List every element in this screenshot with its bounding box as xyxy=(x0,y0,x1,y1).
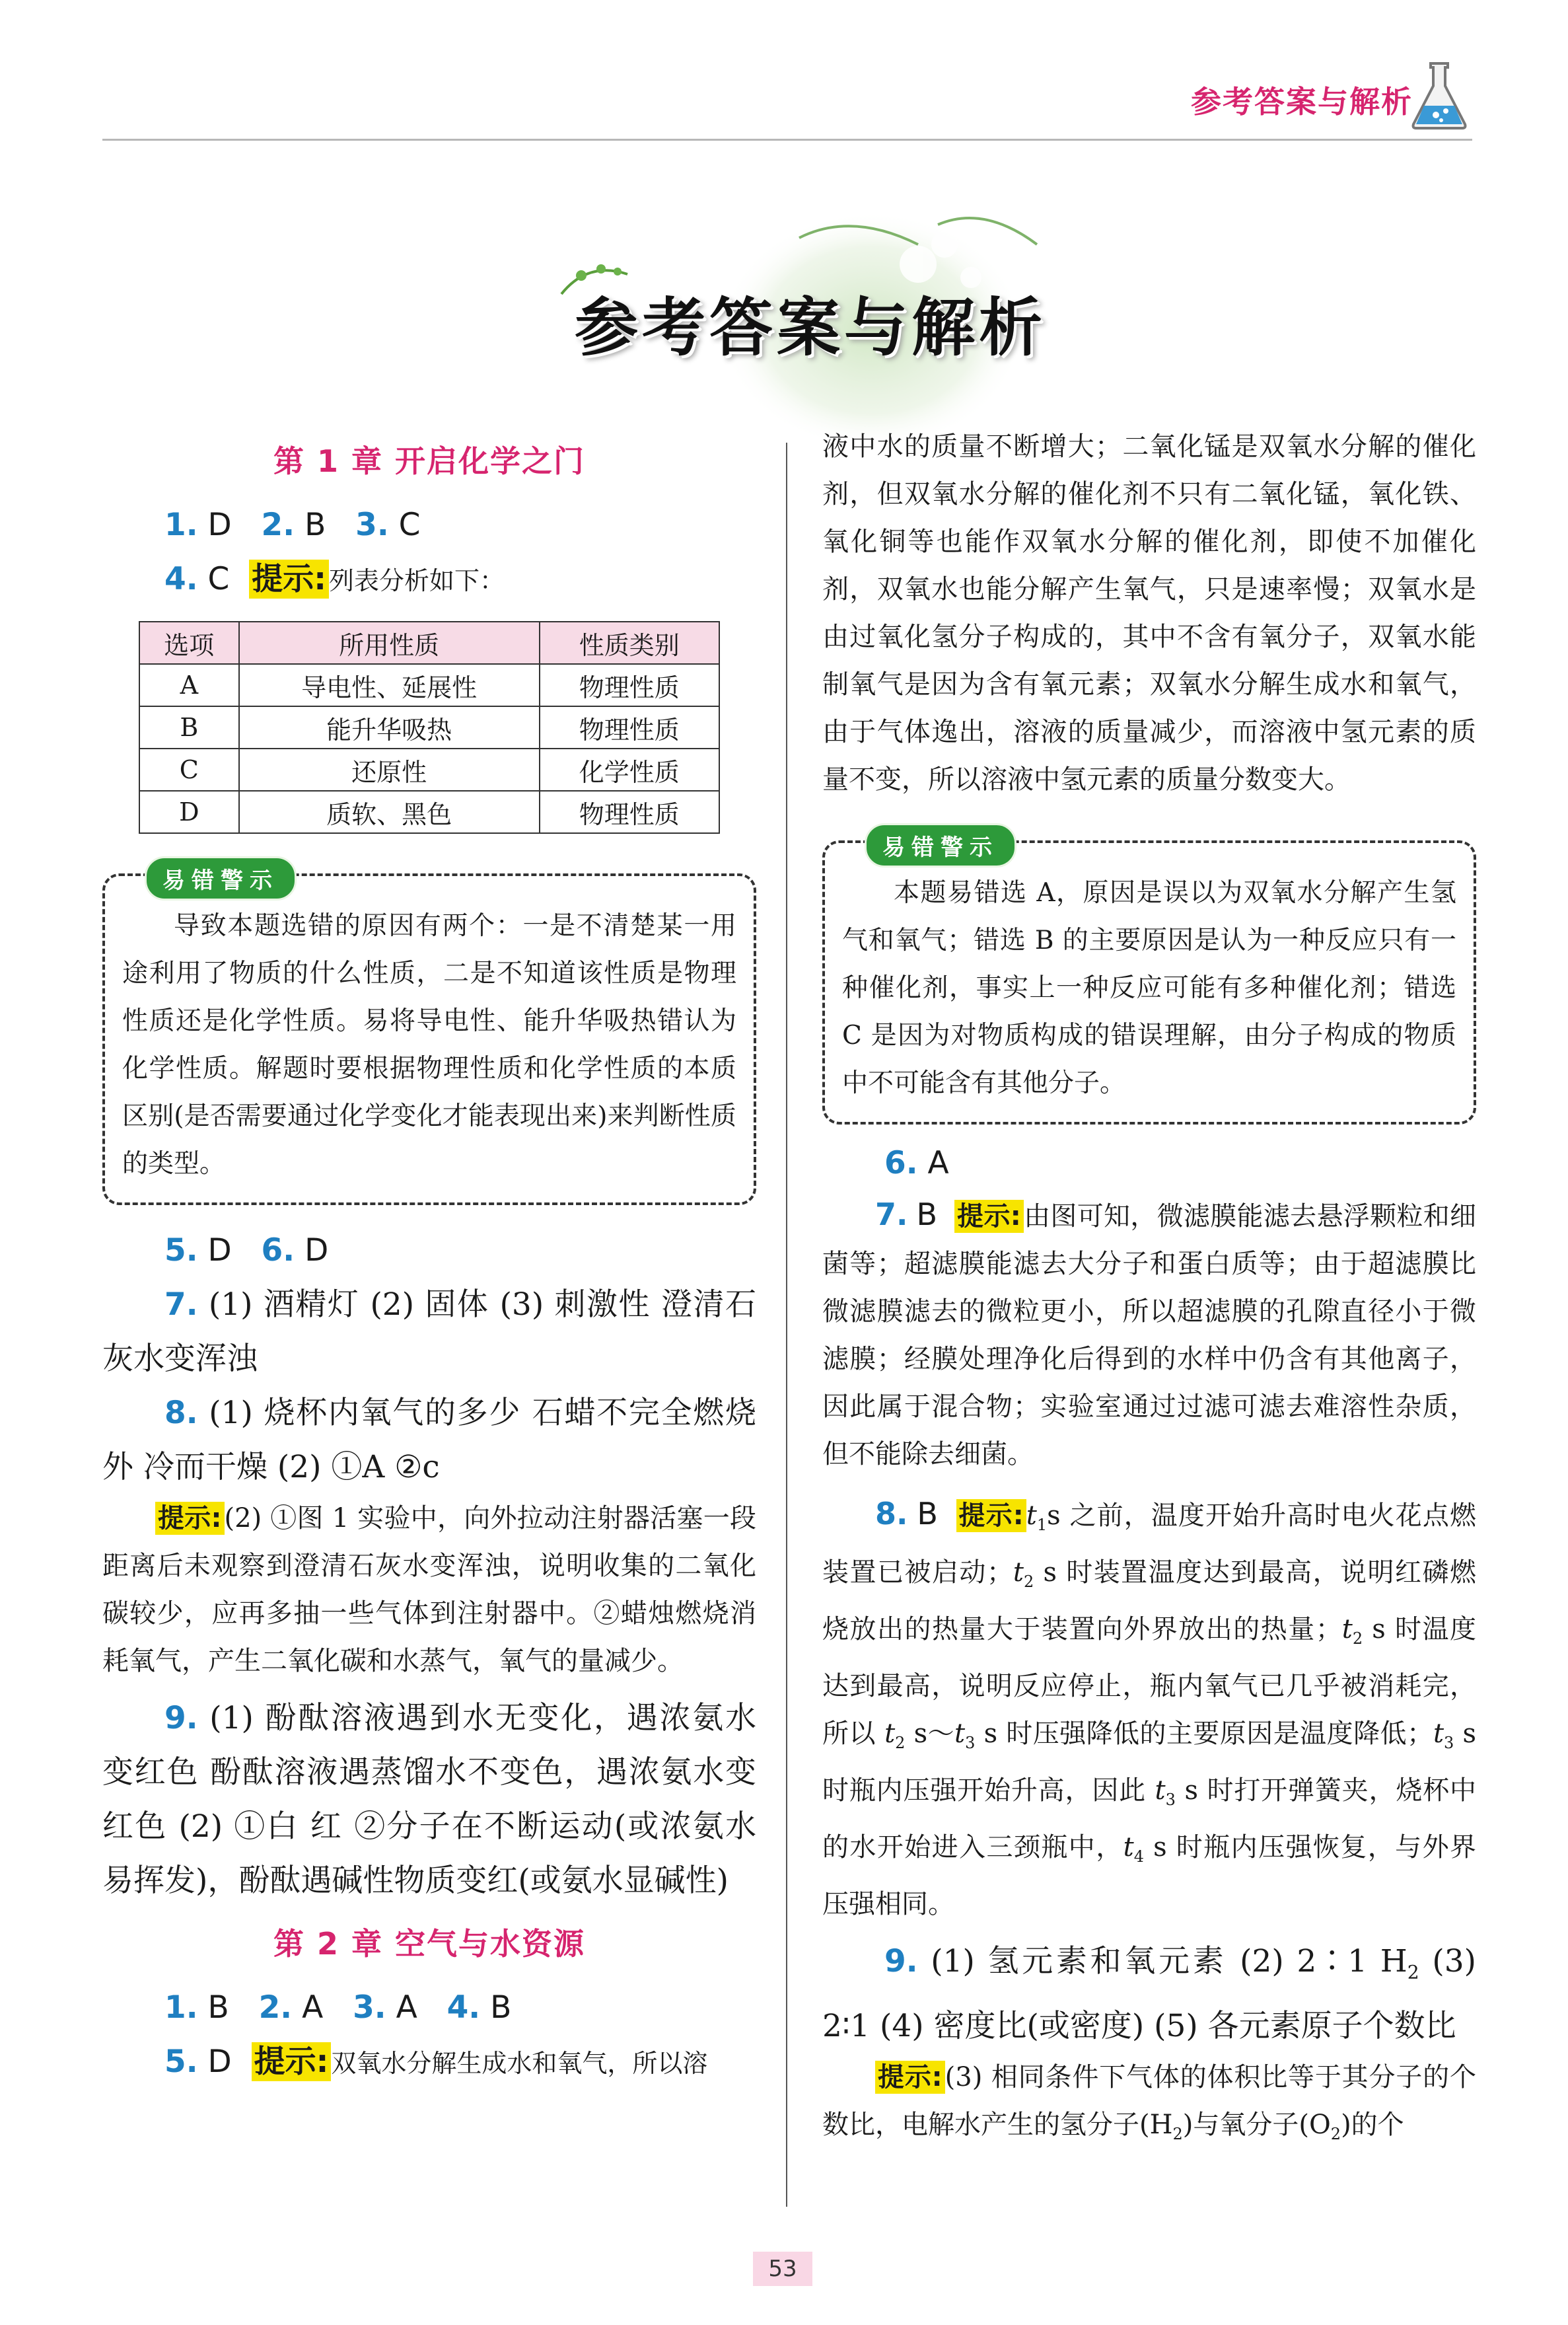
table-row: A 导电性、延展性 物理性质 xyxy=(139,664,719,706)
table-row: C 还原性 化学性质 xyxy=(139,749,719,791)
header-rule xyxy=(102,139,1472,141)
error-warning-box-2 xyxy=(822,834,1476,1125)
answer-8: 8. (1) 烧杯内氧气的多少 石蜡不完全燃烧 外 冷而干燥 (2) ①A ②c xyxy=(102,1395,756,1485)
chapter-2-answer-5: 5. D 提示: 双氧水分解生成水和氧气，所以溶 xyxy=(164,2044,708,2080)
header-title: 参考答案与解析 xyxy=(1191,84,1413,120)
answer-8-hint: 提示: (2) ①图 1 实验中，向外拉动注射器活塞一段距离后未观察到澄清石灰水变浑浊，说明收集的二氧化碳较少，应再多抽一些气体到注射器中。②蜡烛燃烧消耗氧气，产生二氧化碳和水蒸气，氧气的量减少。 xyxy=(102,1503,756,1676)
table-row: B 能升华吸热 物理性质 xyxy=(139,706,719,749)
warning-tag: 易错警示 xyxy=(865,823,1016,867)
answer-9: 9. (1) 氢元素和氧元素 (2) 2∶1 $H_2$ (3) 2∶1 (4) 密度比(或密度) (5) 各元素原子个数比 xyxy=(822,1943,1476,2045)
flask-icon xyxy=(1409,58,1469,131)
answers-5-6: 5. D 6. D xyxy=(164,1232,329,1269)
right-column xyxy=(822,423,1476,2158)
answer-7: 7. (1) 酒精灯 (2) 固体 (3) 刺激性 澄清石灰水变浑浊 xyxy=(102,1286,756,1377)
warning-text: 导致本题选错的原因有两个：一是不清楚某一用途利用了物质的什么性质，二是不知道该性质是物理性质还是化学性质。易将导电性、能升华吸热错认为化学性质。解题时要根据物理性质和化学性质的本质区别(是否需要通过化学变化才能表现出来)来判断性质的类型。 xyxy=(122,911,736,1179)
left-column xyxy=(102,429,756,2090)
property-table xyxy=(139,621,720,834)
answer-8: 8. B 提示: $t_1s$ 之前，温度开始升高时电火花点燃装置已被启动；$t_2$ s 时装置温度达到最高，说明红磷燃烧放出的热量大于装置向外界放出的热量；$t_2$ s 时温度达到最高，说明反应停止，瓶内氧气已几乎被消耗完，所以 $t_2$ $s\sim t_3$ s 时压强降低的主要原因是温度降低；$t_3$ s 时瓶内压强开始升高，因此 $t_3$ s 时打开弹簧夹，烧杯中的水开始进入三颈瓶中，$t_4$ s 时瓶内压强恢复，与外界压强相同。 xyxy=(822,1496,1477,1919)
error-warning-box xyxy=(102,867,756,1205)
column-divider xyxy=(786,443,787,2207)
answers-1-3: 1. D 2. B 3. C xyxy=(164,507,421,543)
chapter-2-answers-1-4: 1. B 2. A 3. A 4. B xyxy=(164,1989,512,2026)
warning-text: 本题易错选 A，原因是误以为双氧水分解产生氢气和氧气；错选 B 的主要原因是认为一种反应只有一种催化剂，事实上一种反应可能有多种催化剂；错选 C 是因为对物质构成的错误理解，由分子构成的物质中不可能含有其他分子。 xyxy=(842,878,1456,1098)
answer-5-continued: 液中水的质量不断增大；二氧化锰是双氧水分解的催化剂，但双氧水分解的催化剂不只有二氧化锰，氧化铁、氧化铜等也能作双氧水分解的催化剂，即使不加催化剂，双氧水也能分解产生氧气，只是速率慢；双氧水是由过氧化氢分子构成的，其中不含有氧分子，双氧水能制氧气是因为含有氧元素；双氧水分解生成水和氧气，由于气体逸出，溶液的质量减少，而溶液中氢元素的质量不变，所以溶液中氢元素的质量分数变大。 xyxy=(822,431,1476,795)
answer-9-hint: 提示: (3) 相同条件下气体的体积比等于其分子的个数比，电解水产生的氢分子$(H_2)$与氧分子$(O_2)$的个 xyxy=(822,2062,1477,2144)
answer-7: 7. B 提示: 由图可知，微滤膜能滤去悬浮颗粒和细菌等；超滤膜能滤去大分子和蛋白质等；由于超滤膜比微滤膜滤去的微粒更小，所以超滤膜的孔隙直径小于微滤膜；经膜处理净化后得到的水样中仍含有其他离子，因此属于混合物；实验室通过过滤可滤去难溶性杂质，但不能除去细菌。 xyxy=(822,1197,1477,1469)
page-title: 参考答案与解析 xyxy=(575,290,1046,365)
chapter-1-title: 第 1 章 开启化学之门 xyxy=(273,443,586,479)
table-header: 选项 所用性质 性质类别 xyxy=(139,622,719,664)
warning-tag: 易错警示 xyxy=(145,856,297,901)
answer-4: 4. C 提示: 列表分析如下： xyxy=(164,561,505,597)
chapter-2-title: 第 2 章 空气与水资源 xyxy=(273,1926,586,1962)
answer-6: 6. A xyxy=(884,1145,949,1181)
page-number: 53 xyxy=(753,2252,812,2286)
hint-label: 提示: xyxy=(249,560,329,599)
answer-9: 9. (1) 酚酞溶液遇到水无变化，遇浓氨水变红色 酚酞溶液遇蒸馏水不变色，遇浓氨水变红色 (2) ①白 红 ②分子在不断运动(或浓氨水易挥发)，酚酞遇碱性物质变红(或氨水显碱性) xyxy=(102,1700,757,1899)
table-row: D 质软、黑色 物理性质 xyxy=(139,791,719,833)
